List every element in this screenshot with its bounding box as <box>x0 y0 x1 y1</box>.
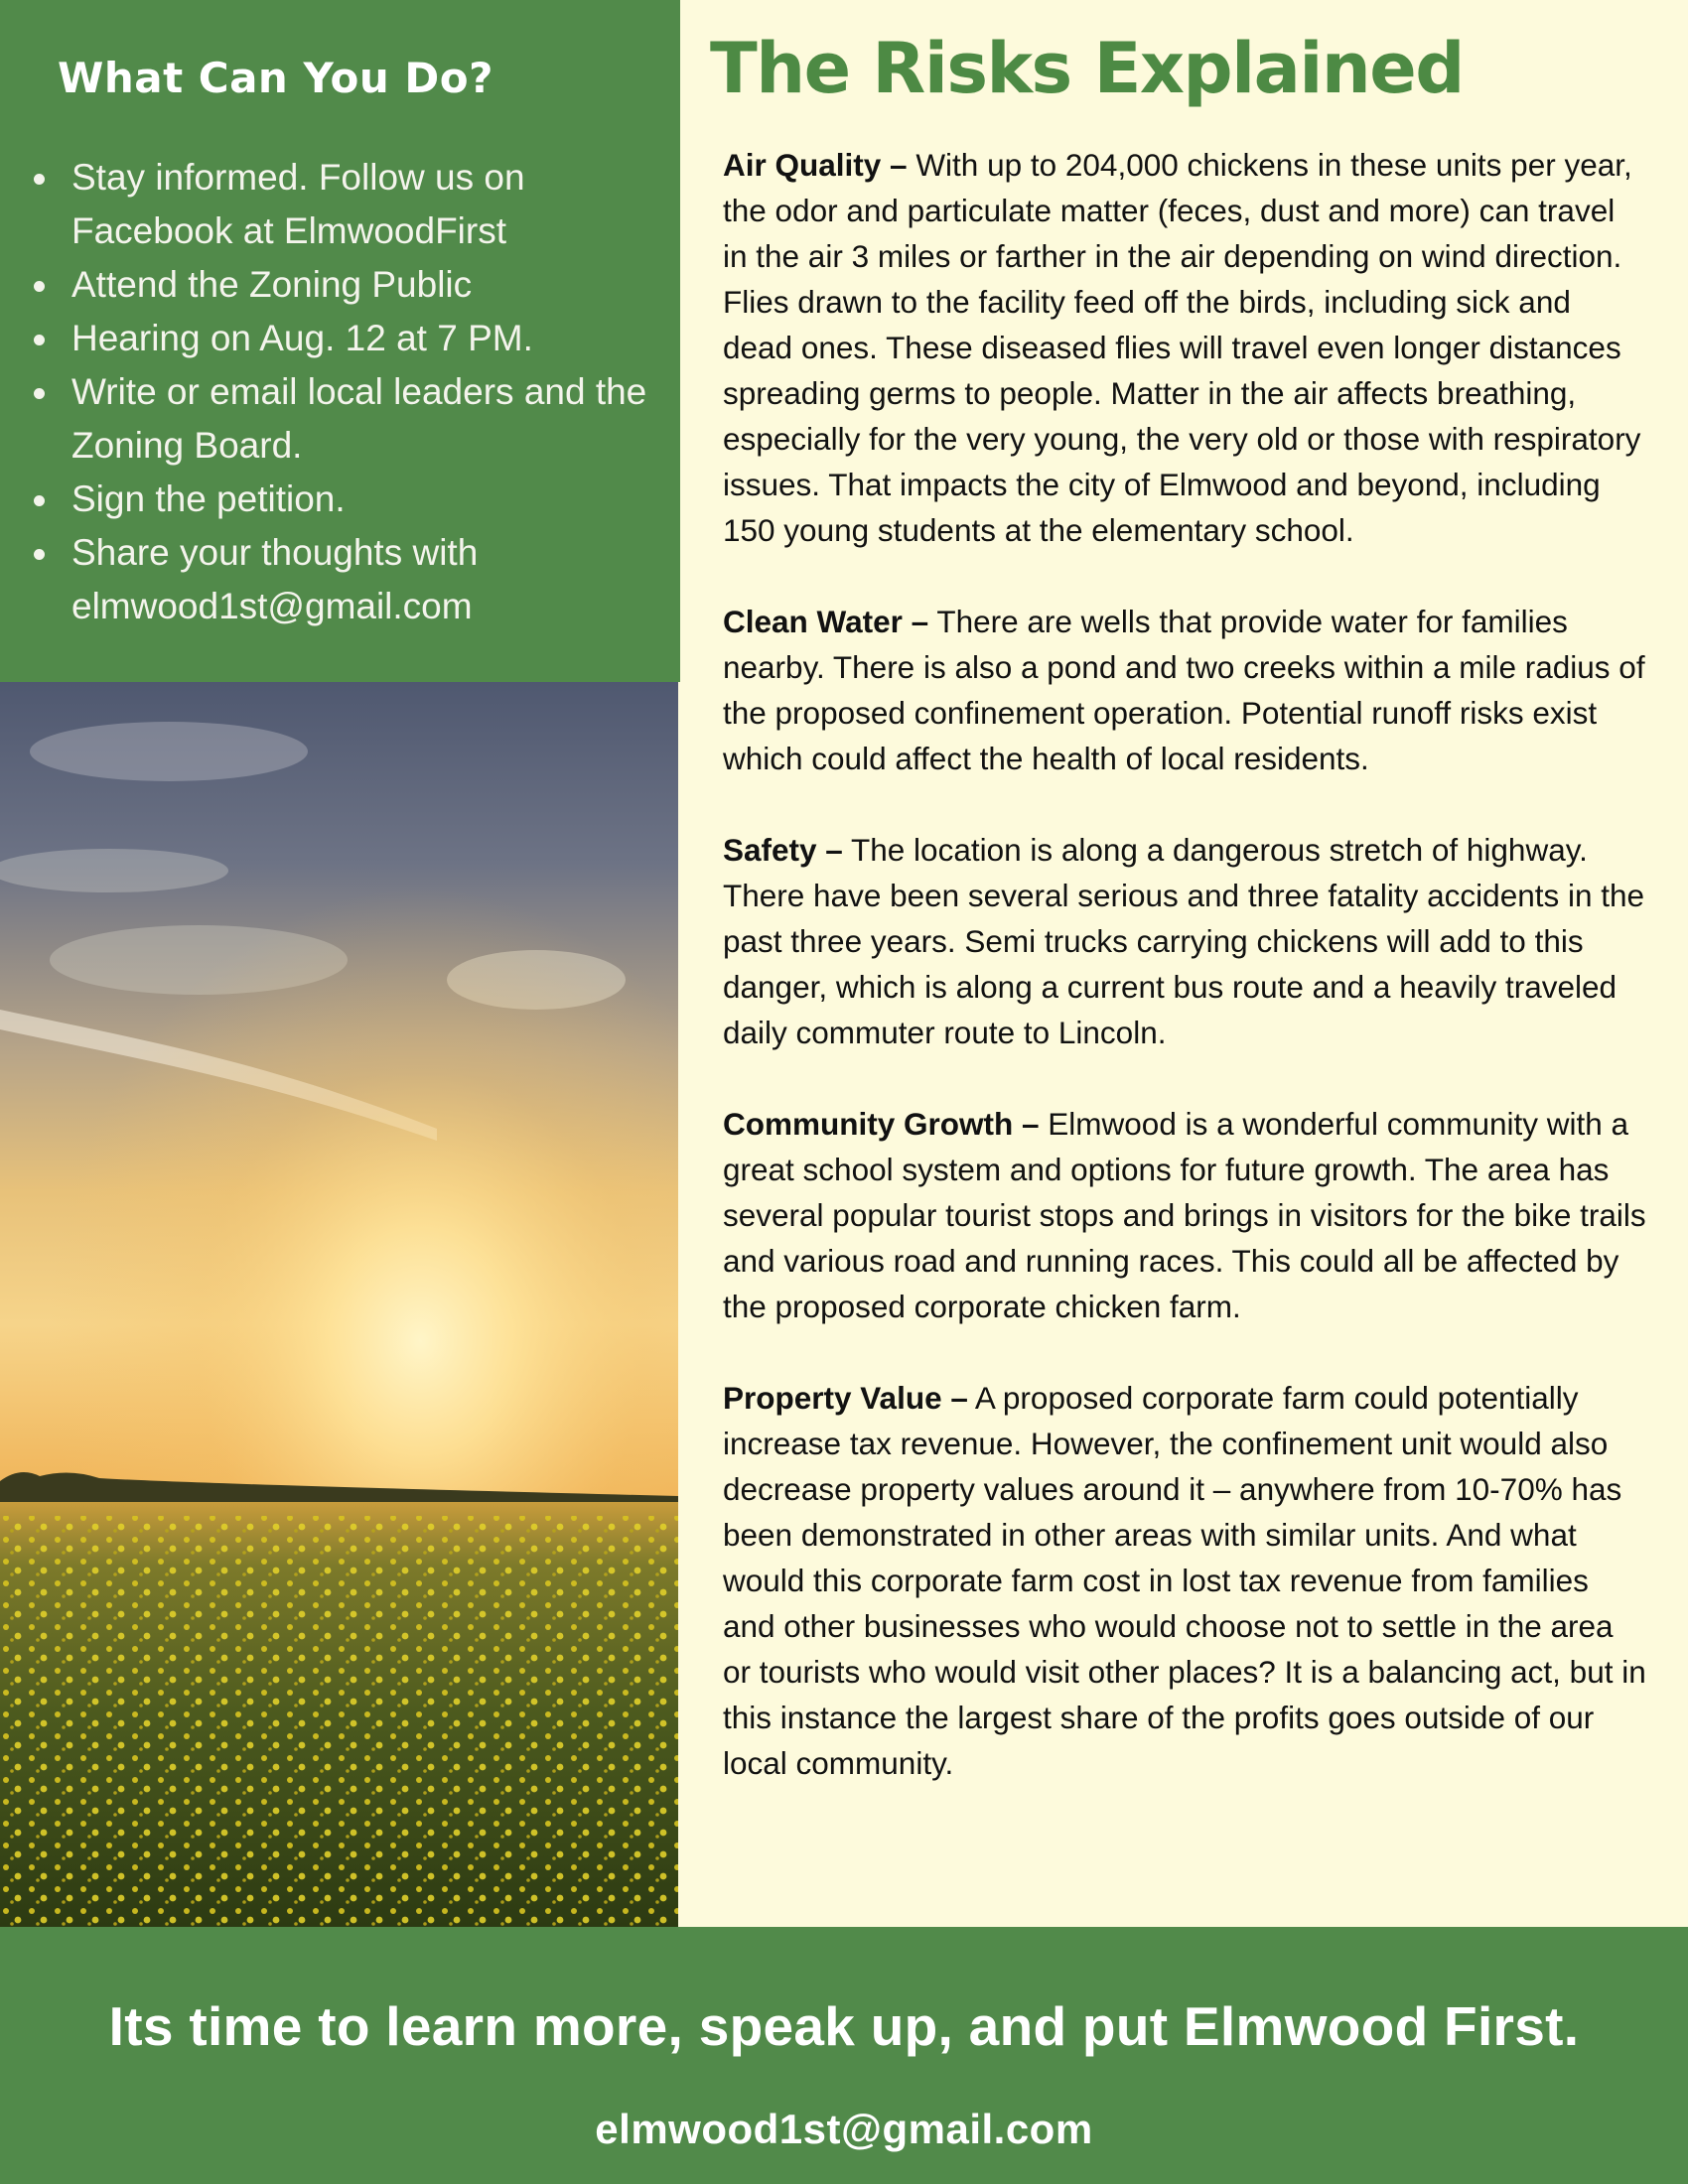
risk-heading: Safety – <box>723 832 843 868</box>
list-item: Share your thoughts with elmwood1st@gmail.com <box>32 526 657 633</box>
footer-email: elmwood1st@gmail.com <box>595 2106 1093 2152</box>
list-item: Write or email local leaders and the Zoning Board. <box>32 365 657 473</box>
risk-heading: Community Growth – <box>723 1106 1040 1142</box>
list-item: Sign the petition. <box>32 473 657 526</box>
risks-section <box>723 142 1646 1832</box>
sunset-field-image <box>0 682 678 1927</box>
action-panel <box>0 0 680 682</box>
list-item: Attend the Zoning Public <box>32 258 657 312</box>
risk-clean-water <box>723 599 1646 781</box>
list-item: Stay informed. Follow us on Facebook at ElmwoodFirst <box>32 151 657 258</box>
risk-text: There are wells that provide water for families nearby. There is also a pond and two creeks within a mile radius of the proposed confinement operation. Potential runoff risks exist which could affect the health of local residents. <box>723 604 1645 776</box>
action-panel-title: What Can You Do? <box>58 54 493 102</box>
risk-air-quality <box>723 142 1646 553</box>
footer-tagline: Its time to learn more, speak up, and put Elmwood First. <box>108 1995 1580 2057</box>
footer-banner <box>0 1927 1688 2184</box>
action-list <box>32 151 657 633</box>
risk-property-value <box>723 1375 1646 1786</box>
risk-text: With up to 204,000 chickens in these units per year, the odor and particulate matter (feces, dust and more) can travel in the air 3 miles or farther in the air depending on wind direction. Flies drawn to the facility feed off the birds, including sick and dead ones. These diseased flies will travel even longer distances spreading germs to people. Matter in the air affects breathing, especially for the very young, the very old or those with respiratory issues. That impacts the city of Elmwood and beyond, including 150 young students at the elementary school. <box>723 147 1641 548</box>
page-title: The Risks Explained <box>710 28 1464 109</box>
list-item: Hearing on Aug. 12 at 7 PM. <box>32 312 657 365</box>
risk-heading: Air Quality – <box>723 147 908 183</box>
risk-text: Elmwood is a wonderful community with a great school system and options for future growth. The area has several popular tourist stops and brings in visitors for the bike trails and various road and running races. This could all be affected by the proposed corporate chicken farm. <box>723 1106 1646 1324</box>
risk-community-growth <box>723 1101 1646 1329</box>
risk-heading: Property Value – <box>723 1380 968 1416</box>
risk-text: A proposed corporate farm could potentially increase tax revenue. However, the confinement unit would also decrease property values around it – anywhere from 10-70% has been demonstrated in other areas with similar units. And what would this corporate farm cost in lost tax revenue from families and other businesses who would choose not to settle in the area or tourists who would visit other places? It is a balancing act, but in this instance the largest share of the profits goes outside of our local community. <box>723 1380 1646 1781</box>
risk-safety <box>723 827 1646 1055</box>
risk-text: The location is along a dangerous stretch of highway. There have been several serious and three fatality accidents in the past three years. Semi trucks carrying chickens will add to this danger, which is along a current bus route and a heavily traveled daily commuter route to Lincoln. <box>723 832 1645 1050</box>
sunset-field-photo <box>0 682 678 1927</box>
risk-heading: Clean Water – <box>723 604 929 639</box>
